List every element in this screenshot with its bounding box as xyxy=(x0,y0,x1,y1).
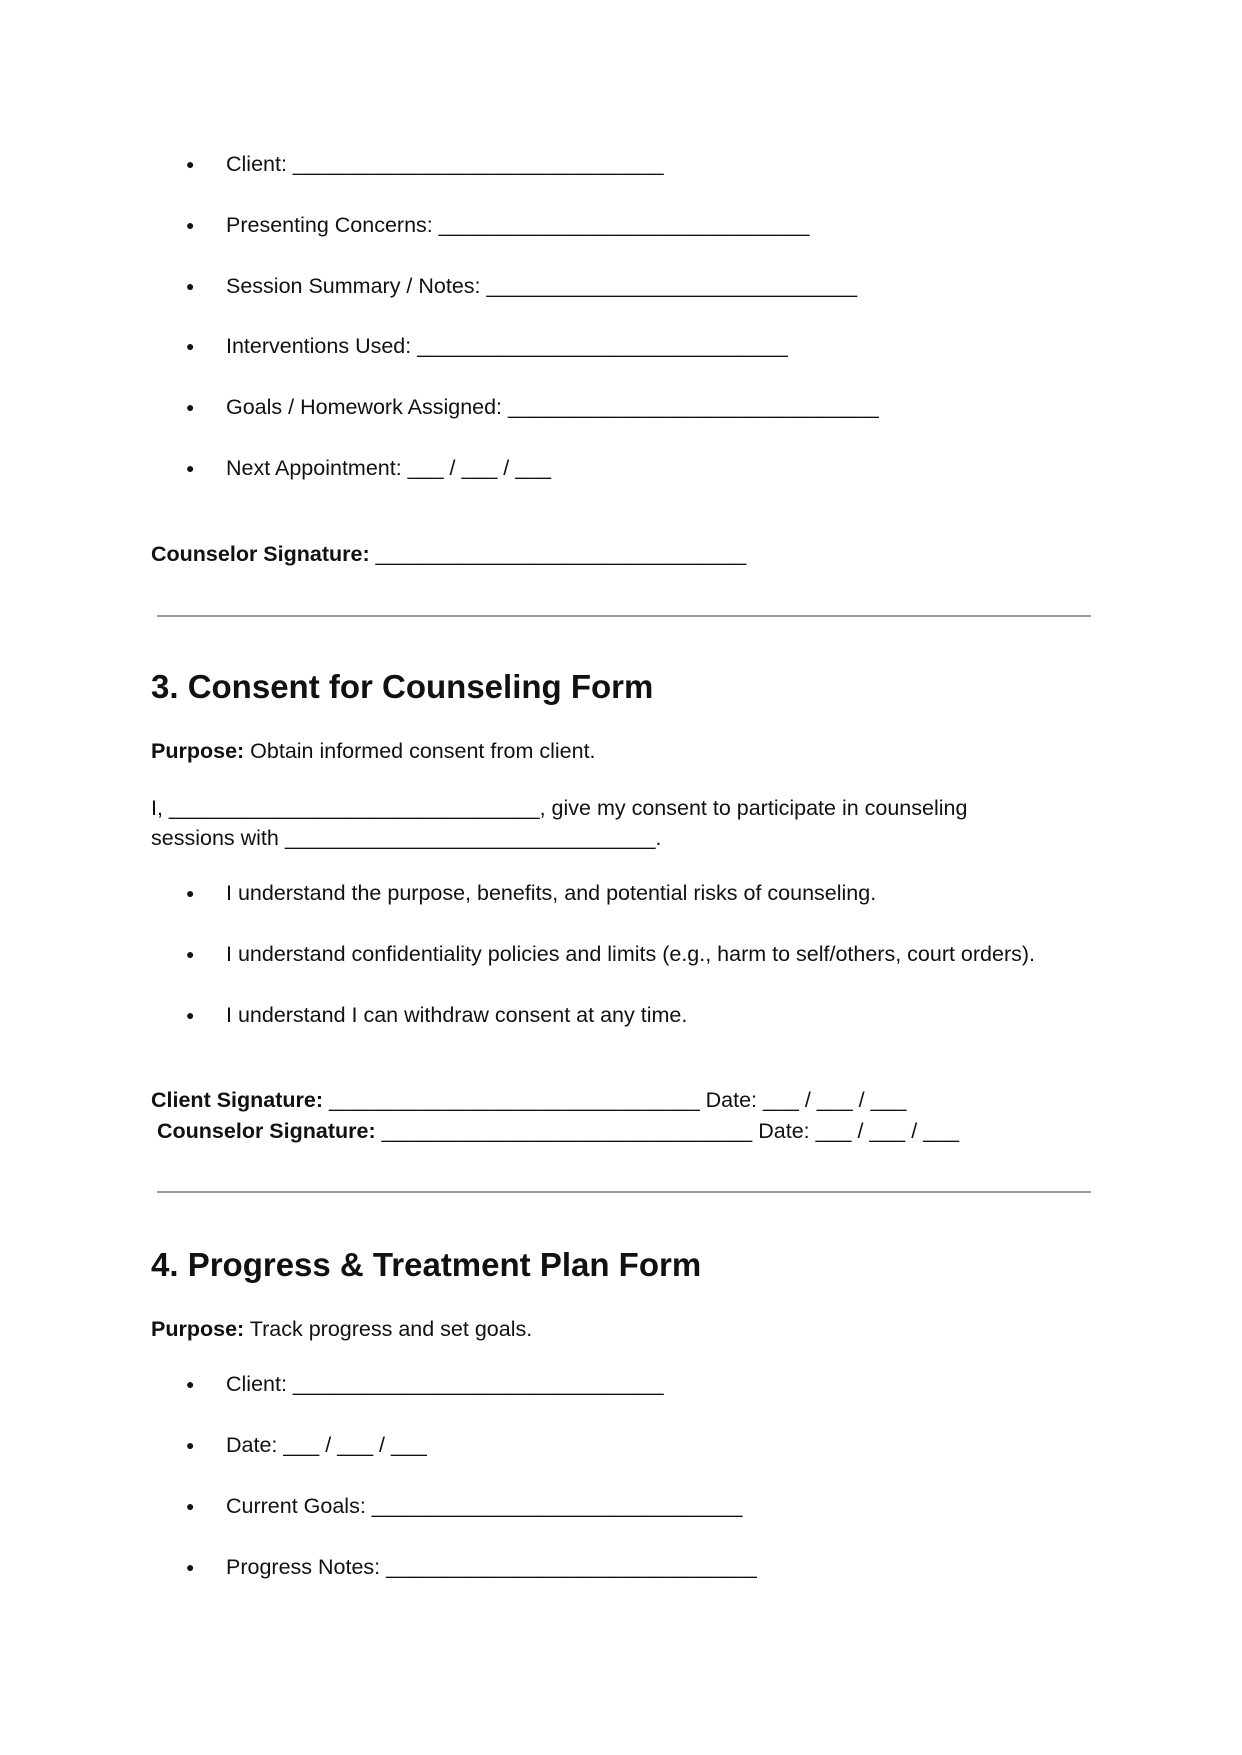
section-divider xyxy=(157,1191,1091,1193)
bullet: ● xyxy=(186,1007,195,1023)
consent-statement-line-1: I, _______________________________, give my consent to participate in counseling xyxy=(151,796,968,820)
list-item-text: I understand confidentiality policies and limits (e.g., harm to self/others, court orders). xyxy=(226,942,1036,966)
bullet: ● xyxy=(186,399,195,415)
bullet: ● xyxy=(186,1498,195,1514)
counselor-signature-line xyxy=(151,540,746,568)
signature-blank: _______________________________ xyxy=(369,542,747,566)
counselor-signature-date-line xyxy=(157,1117,959,1145)
list-item-text: Current Goals: _______________________________ xyxy=(226,1494,743,1518)
list-item-text: Goals / Homework Assigned: _______________________________ xyxy=(226,395,879,419)
list-item-text: Next Appointment: ___ / ___ / ___ xyxy=(226,456,552,480)
purpose-label: Purpose: xyxy=(151,1317,245,1341)
client-signature-rest: _______________________________ Date: ___ / ___ / ___ xyxy=(323,1088,907,1112)
consent-statement-line-2: sessions with _______________________________. xyxy=(151,826,662,850)
bullet: ● xyxy=(186,217,195,233)
list-item-text: Client: _______________________________ xyxy=(226,1372,664,1396)
purpose-label: Purpose: xyxy=(151,739,245,763)
purpose-line xyxy=(151,737,596,765)
purpose-text: Track progress and set goals. xyxy=(244,1317,533,1341)
client-signature-label: Client Signature: xyxy=(151,1088,324,1112)
list-item-text: Presenting Concerns: _______________________________ xyxy=(226,213,810,237)
list-item-text: I understand the purpose, benefits, and potential risks of counseling. xyxy=(226,881,877,905)
client-signature-line xyxy=(151,1086,906,1114)
list-item-text: Interventions Used: _______________________________ xyxy=(226,334,788,358)
signature-label: Counselor Signature: xyxy=(151,542,370,566)
bullet: ● xyxy=(186,1437,195,1453)
list-item-text: Date: ___ / ___ / ___ xyxy=(226,1433,427,1457)
bullet: ● xyxy=(186,338,195,354)
bullet: ● xyxy=(186,885,195,901)
bullet: ● xyxy=(186,1376,195,1392)
section-divider xyxy=(157,615,1091,617)
list-item-text: Progress Notes: _______________________________ xyxy=(226,1555,757,1579)
section-heading-progress: 4. Progress & Treatment Plan Form xyxy=(151,1246,702,1283)
bullet: ● xyxy=(186,1559,195,1575)
counselor-signature-label: Counselor Signature: xyxy=(157,1119,376,1143)
list-item-text: I understand I can withdraw consent at any time. xyxy=(226,1003,688,1027)
counselor-signature-rest: _______________________________ Date: ___ / ___ / ___ xyxy=(375,1119,960,1143)
section-heading-consent: 3. Consent for Counseling Form xyxy=(151,668,654,705)
purpose-text: Obtain informed consent from client. xyxy=(244,739,596,763)
bullet: ● xyxy=(186,460,195,476)
list-item-text: Client: _______________________________ xyxy=(226,152,664,176)
purpose-line xyxy=(151,1315,532,1343)
bullet: ● xyxy=(186,278,195,294)
bullet: ● xyxy=(186,946,195,962)
bullet: ● xyxy=(186,156,195,172)
list-item-text: Session Summary / Notes: _______________________________ xyxy=(226,274,858,298)
